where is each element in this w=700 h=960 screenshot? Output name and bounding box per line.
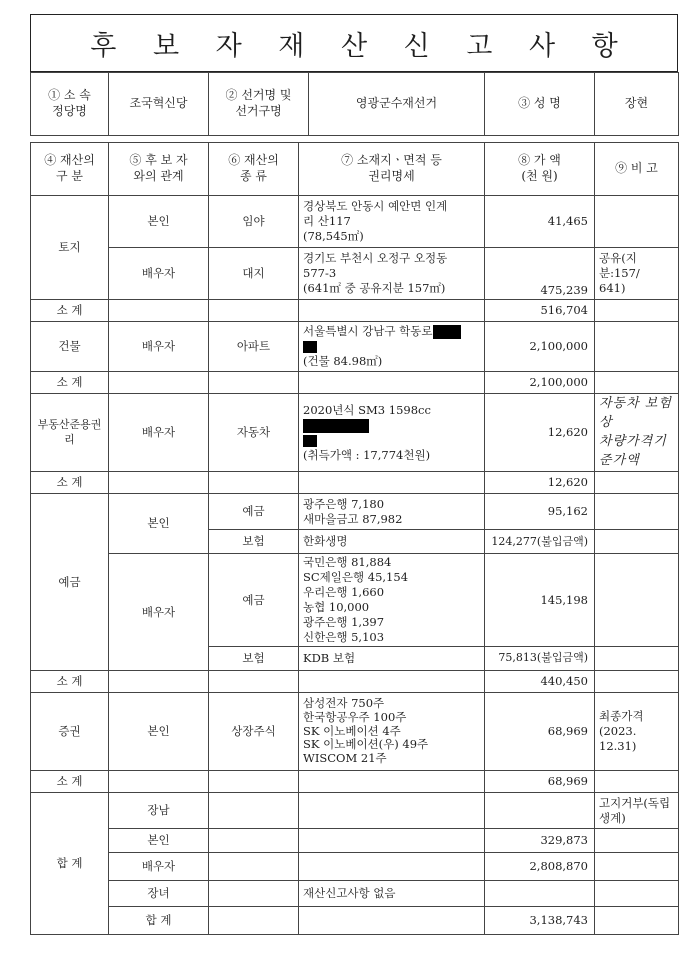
asset-table	[30, 142, 679, 935]
vehicle-value: 12,620	[485, 394, 595, 472]
insurance-self-value: 124,277(불입금액)	[485, 530, 595, 554]
land-r2-desc: 경기도 부천시 오정구 오정동 577-3 (641㎡ 중 공유지분 157㎡)	[299, 248, 485, 300]
land-r2-note: 공유(지분:157/ 641)	[595, 248, 679, 300]
total-son-label: 장남	[109, 793, 209, 829]
deposit-spouse-desc: 국민은행 81,884 SC제일은행 45,154 우리은행 1,660 농협 10,000 광주은행 1,397 신한은행 5,103	[299, 554, 485, 647]
table-row	[31, 394, 679, 472]
grand-total-label: 합 계	[109, 907, 209, 935]
land-r1-desc: 경상북도 안동시 예안면 인계 리 산117 (78,545㎡)	[299, 196, 485, 248]
securities-desc: 삼성전자 750주 한국항공우주 100주 SK 이노베이션 4주 SK 이노베이션(우) 49주 WISCOM 21주	[299, 693, 485, 771]
land-subtotal-label: 소 계	[31, 300, 109, 322]
election-label: ② 선거명 및 선거구명	[209, 73, 309, 136]
building-kind: 아파트	[209, 322, 299, 372]
total-spouse-label: 배우자	[109, 853, 209, 881]
subtotal-row	[31, 372, 679, 394]
table-row	[31, 494, 679, 530]
vehicle-subtotal-label: 소 계	[31, 472, 109, 494]
building-subtotal-value: 2,100,000	[485, 372, 595, 394]
title-box	[30, 14, 678, 72]
land-r1-value: 41,465	[485, 196, 595, 248]
vehicle-desc	[299, 394, 485, 472]
name-label: ③ 성 명	[485, 73, 595, 136]
vehicle-model: 2020년식 SM3 1598cc	[303, 402, 431, 417]
building-value: 2,100,000	[485, 322, 595, 372]
securities-subtotal-value: 68,969	[485, 771, 595, 793]
table-row	[31, 693, 679, 771]
insurance-self-kind: 보험	[209, 530, 299, 554]
land-r2-value: 475,239	[485, 248, 595, 300]
table-row	[31, 248, 679, 300]
building-category: 건물	[31, 322, 109, 372]
subtotal-row	[31, 771, 679, 793]
vehicle-category: 부동산준용권리	[31, 394, 109, 472]
header-note: ⑨ 비 고	[595, 143, 679, 196]
total-son-note: 고지거부(독립 생계)	[595, 793, 679, 829]
securities-category: 증권	[31, 693, 109, 771]
table-row	[31, 829, 679, 853]
building-area: (건물 84.98㎡)	[303, 354, 383, 368]
header-kind: ⑥ 재산의 종 류	[209, 143, 299, 196]
table-row	[31, 793, 679, 829]
total-spouse-value: 2,808,870	[485, 853, 595, 881]
total-daughter-desc: 재산신고사항 없음	[299, 881, 485, 907]
securities-relation: 본인	[109, 693, 209, 771]
grand-total-row	[31, 907, 679, 935]
party-value: 조국혁신당	[109, 73, 209, 136]
table-row	[31, 853, 679, 881]
grand-total-value: 3,138,743	[485, 907, 595, 935]
land-r2-kind: 대지	[209, 248, 299, 300]
deposit-spouse-relation: 배우자	[109, 554, 209, 671]
candidate-info-table	[30, 72, 679, 136]
vehicle-relation: 배우자	[109, 394, 209, 472]
land-category: 토지	[31, 196, 109, 300]
land-subtotal-value: 516,704	[485, 300, 595, 322]
deposit-self-desc: 광주은행 7,180 새마을금고 87,982	[299, 494, 485, 530]
name-value: 장현	[595, 73, 679, 136]
building-subtotal-label: 소 계	[31, 372, 109, 394]
election-value: 영광군수재선거	[309, 73, 485, 136]
insurance-spouse-value: 75,813(불입금액)	[485, 647, 595, 671]
total-self-value: 329,873	[485, 829, 595, 853]
total-daughter-label: 장녀	[109, 881, 209, 907]
header-relation: ⑤ 후 보 자 와의 관계	[109, 143, 209, 196]
deposit-category: 예금	[31, 494, 109, 671]
header-value: ⑧ 가 액 (천 원)	[485, 143, 595, 196]
vehicle-subtotal-value: 12,620	[485, 472, 595, 494]
land-r1-note	[595, 196, 679, 248]
header-category: ④ 재산의 구 분	[31, 143, 109, 196]
vehicle-price: (취득가액 : 17,774천원)	[303, 447, 431, 462]
securities-value: 68,969	[485, 693, 595, 771]
land-r1-relation: 본인	[109, 196, 209, 248]
securities-kind: 상장주식	[209, 693, 299, 771]
deposit-self-relation: 본인	[109, 494, 209, 554]
building-relation: 배우자	[109, 322, 209, 372]
header-row	[31, 143, 679, 196]
table-row	[31, 554, 679, 647]
table-row	[31, 881, 679, 907]
vehicle-kind: 자동차	[209, 394, 299, 472]
redaction-box	[303, 419, 369, 433]
table-row	[31, 196, 679, 248]
total-category: 합 계	[31, 793, 109, 935]
securities-subtotal-label: 소 계	[31, 771, 109, 793]
total-self-label: 본인	[109, 829, 209, 853]
deposit-subtotal-label: 소 계	[31, 671, 109, 693]
redaction-box	[303, 435, 317, 447]
securities-note: 최종가격(2023. 12.31)	[595, 693, 679, 771]
building-desc	[299, 322, 485, 372]
building-address: 서울특별시 강남구 학동로	[303, 324, 433, 339]
insurance-spouse-desc: KDB 보험	[299, 647, 485, 671]
deposit-spouse-value: 145,198	[485, 554, 595, 647]
insurance-spouse-kind: 보험	[209, 647, 299, 671]
deposit-self-kind: 예금	[209, 494, 299, 530]
party-label: ① 소 속 정당명	[31, 73, 109, 136]
redaction-box	[433, 325, 461, 339]
document-title: 후 보 자 재 산 신 고 사 항	[90, 30, 632, 62]
table-row	[31, 322, 679, 372]
land-r2-relation: 배우자	[109, 248, 209, 300]
deposit-subtotal-value: 440,450	[485, 671, 595, 693]
vehicle-handwritten-note: 자동차 보험상 차량가격기준가액	[595, 394, 679, 472]
subtotal-row	[31, 300, 679, 322]
subtotal-row	[31, 472, 679, 494]
subtotal-row	[31, 671, 679, 693]
land-r1-kind: 임야	[209, 196, 299, 248]
insurance-self-desc: 한화생명	[299, 530, 485, 554]
deposit-spouse-kind: 예금	[209, 554, 299, 647]
deposit-self-value: 95,162	[485, 494, 595, 530]
redaction-box	[303, 341, 317, 353]
header-location: ⑦ 소재지ㆍ면적 등 권리명세	[299, 143, 485, 196]
